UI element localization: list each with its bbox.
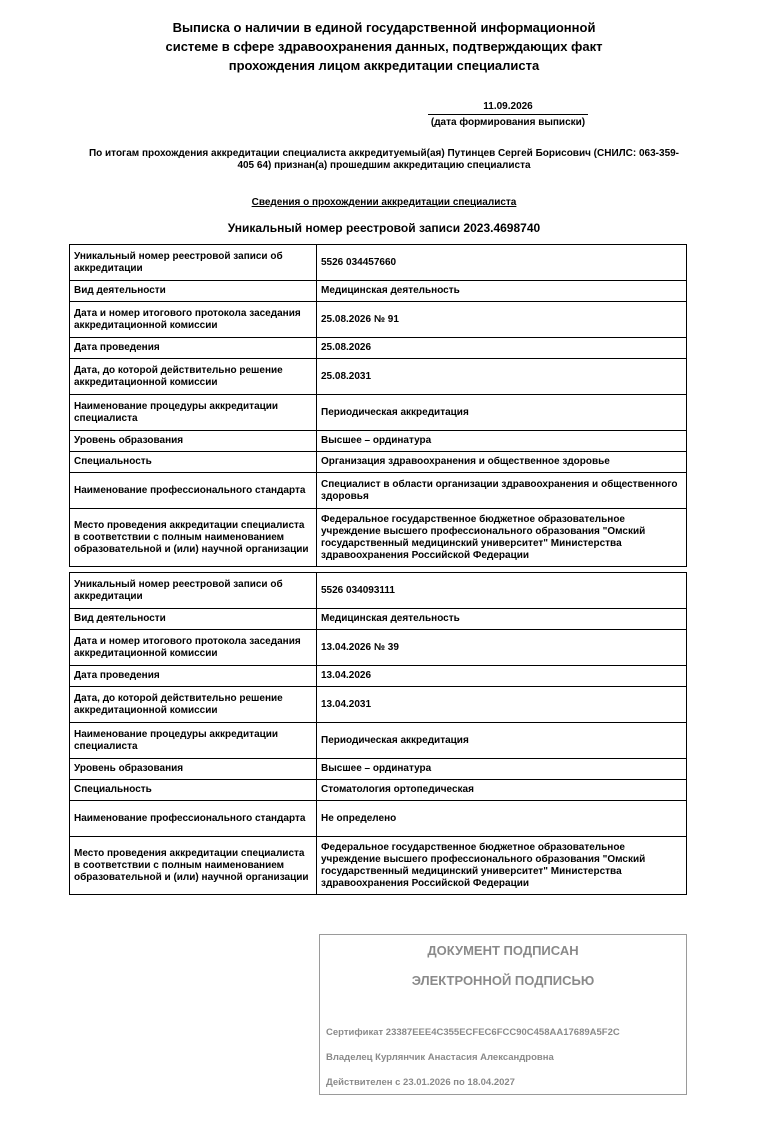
table-row [70,431,687,452]
row-value: 25.08.2026 [317,338,687,359]
row-label: Наименование процедуры аккредитации специалиста [70,395,317,431]
row-label: Место проведения аккредитации специалиста в соответствии с полным наименованием образовательной и (или) научной организации [70,837,317,895]
row-label: Уникальный номер реестровой записи об аккредитации [70,245,317,281]
table-row [70,452,687,473]
row-value: 13.04.2031 [317,687,687,723]
row-label: Вид деятельности [70,281,317,302]
table-row [70,338,687,359]
row-label: Уровень образования [70,431,317,452]
row-value: 25.08.2031 [317,359,687,395]
row-label: Дата проведения [70,338,317,359]
table-row [70,281,687,302]
row-value: Периодическая аккредитация [317,723,687,759]
row-value: 13.04.2026 № 39 [317,630,687,666]
accreditation-table-2 [69,572,687,895]
row-label: Вид деятельности [70,609,317,630]
table-row [70,509,687,567]
row-label: Место проведения аккредитации специалиста в соответствии с полным наименованием образовательной и (или) научной организации [70,509,317,567]
table-row [70,837,687,895]
row-value: Специалист в области организации здравоохранения и общественного здоровья [317,473,687,509]
row-label: Специальность [70,452,317,473]
stamp-owner: Владелец Курлянчик Анастасия Александровна [326,1052,554,1063]
row-label: Дата проведения [70,666,317,687]
stamp-validity: Действителен с 23.01.2026 по 18.04.2027 [326,1077,515,1088]
row-label: Наименование профессионального стандарта [70,473,317,509]
table-row [70,473,687,509]
row-value: Высшее – ординатура [317,759,687,780]
row-label: Дата и номер итогового протокола заседания аккредитационной комиссии [70,302,317,338]
title-line-3: прохождения лицом аккредитации специалиста [228,58,540,73]
title-line-1: Выписка о наличии в единой государственной информационной [172,20,596,35]
table-row [70,395,687,431]
issue-date-block [428,101,588,129]
row-value: Стоматология ортопедическая [317,780,687,801]
stamp-heading-2: ЭЛЕКТРОННОЙ ПОДПИСЬЮ [411,973,595,988]
stamp-certificate: Сертификат 23387EEE4C355ECFEC6FCC90C458AA17689A5F2C [326,1027,620,1038]
issue-date-caption: (дата формирования выписки) [430,117,586,128]
table-row [70,759,687,780]
table-row [70,630,687,666]
row-label: Наименование процедуры аккредитации специалиста [70,723,317,759]
electronic-signature-stamp [319,934,687,1095]
intro-line-1: По итогам прохождения аккредитации специалиста аккредитуемый(ая) Путинцев Сергей Борисович (СНИЛС: 063-359- [88,148,680,159]
row-label: Наименование профессионального стандарта [70,801,317,837]
table-row [70,723,687,759]
row-value: 5526 034093111 [317,573,687,609]
accreditation-table-1 [69,244,687,567]
document-title [0,18,768,75]
intro-text [70,148,698,172]
table-row [70,780,687,801]
title-line-2: системе в сфере здравоохранения данных, подтверждающих факт [165,39,603,54]
row-value: Федеральное государственное бюджетное образовательное учреждение высшего профессионального образования "Омский государственный медицинский университет" Министерства здравоохранения Российской Федерации [317,837,687,895]
row-value: 5526 034457660 [317,245,687,281]
record-title: Уникальный номер реестровой записи 2023.4698740 [227,221,541,235]
table-row [70,609,687,630]
row-label: Уровень образования [70,759,317,780]
row-value: Медицинская деятельность [317,281,687,302]
row-value: 13.04.2026 [317,666,687,687]
row-value: Организация здравоохранения и общественное здоровье [317,452,687,473]
row-label: Дата и номер итогового протокола заседания аккредитационной комиссии [70,630,317,666]
row-value: Высшее – ординатура [317,431,687,452]
section-title: Сведения о прохождении аккредитации специалиста [251,197,517,208]
row-value: Не определено [317,801,687,837]
row-label: Дата, до которой действительно решение аккредитационной комиссии [70,359,317,395]
intro-line-2: 405 64) признан(а) прошедшим аккредитацию специалиста [237,160,531,171]
stamp-heading-1: ДОКУМЕНТ ПОДПИСАН [427,943,579,958]
table-row [70,245,687,281]
row-label: Дата, до которой действительно решение аккредитационной комиссии [70,687,317,723]
table-row [70,573,687,609]
row-value: Периодическая аккредитация [317,395,687,431]
issue-date-value: 11.09.2026 [428,101,588,115]
table-row [70,359,687,395]
row-value: Федеральное государственное бюджетное образовательное учреждение высшего профессионального образования "Омский государственный медицинский университет" Министерства здравоохранения Российской Федерации [317,509,687,567]
table-row [70,302,687,338]
row-value: Медицинская деятельность [317,609,687,630]
row-value: 25.08.2026 № 91 [317,302,687,338]
table-row [70,687,687,723]
table-row [70,801,687,837]
row-label: Специальность [70,780,317,801]
row-label: Уникальный номер реестровой записи об аккредитации [70,573,317,609]
table-row [70,666,687,687]
